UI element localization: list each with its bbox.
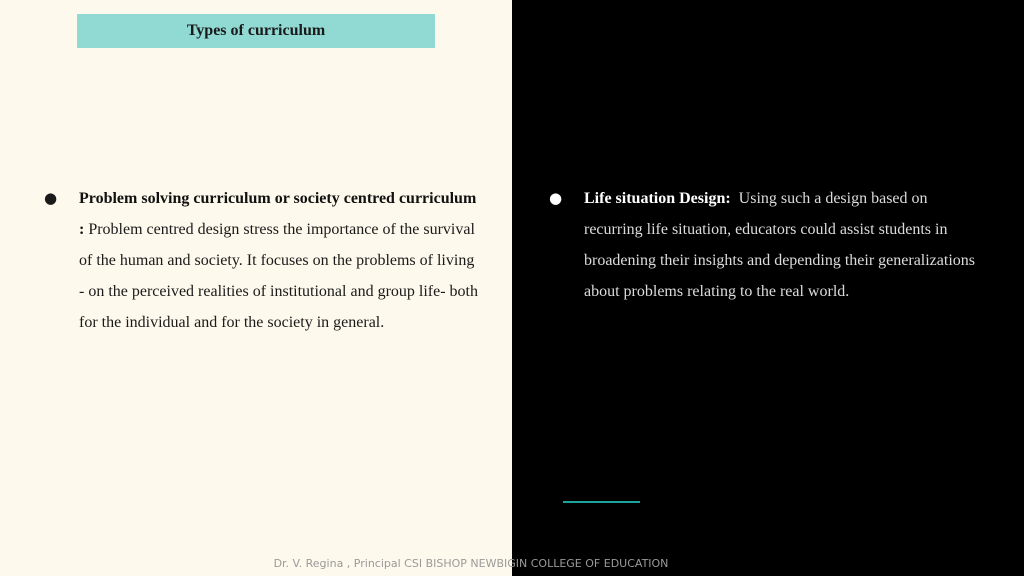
bullet-dot-icon: ● [44,189,58,207]
left-bullet-heading: Problem solving curriculum or society centred curriculum : [79,190,477,238]
bullet-dot-icon: ● [549,189,563,207]
slide-title-text: Types of curriculum [186,22,326,39]
slide-footer: Dr. V. Regina , Principal CSI BISHOP NEWBIGIN COLLEGE OF EDUCATION [273,557,669,570]
right-bullet-body: Using such a design based on recurring life situation, educators could assist students in broadening their insights and depending their generalizations about problems relating to the real world. [584,190,979,300]
left-bullet-item [44,183,479,338]
slide-title [77,14,435,48]
right-bullet-heading: Life situation Design: [584,190,731,207]
left-bullet-body: Problem centred design stress the importance of the survival of the human and society. It focuses on the problems of living - on the perceived realities of institutional and group life- both for the individual and for the society in general. [79,221,478,331]
right-bullet-item [549,183,989,307]
accent-divider-line [563,501,640,503]
